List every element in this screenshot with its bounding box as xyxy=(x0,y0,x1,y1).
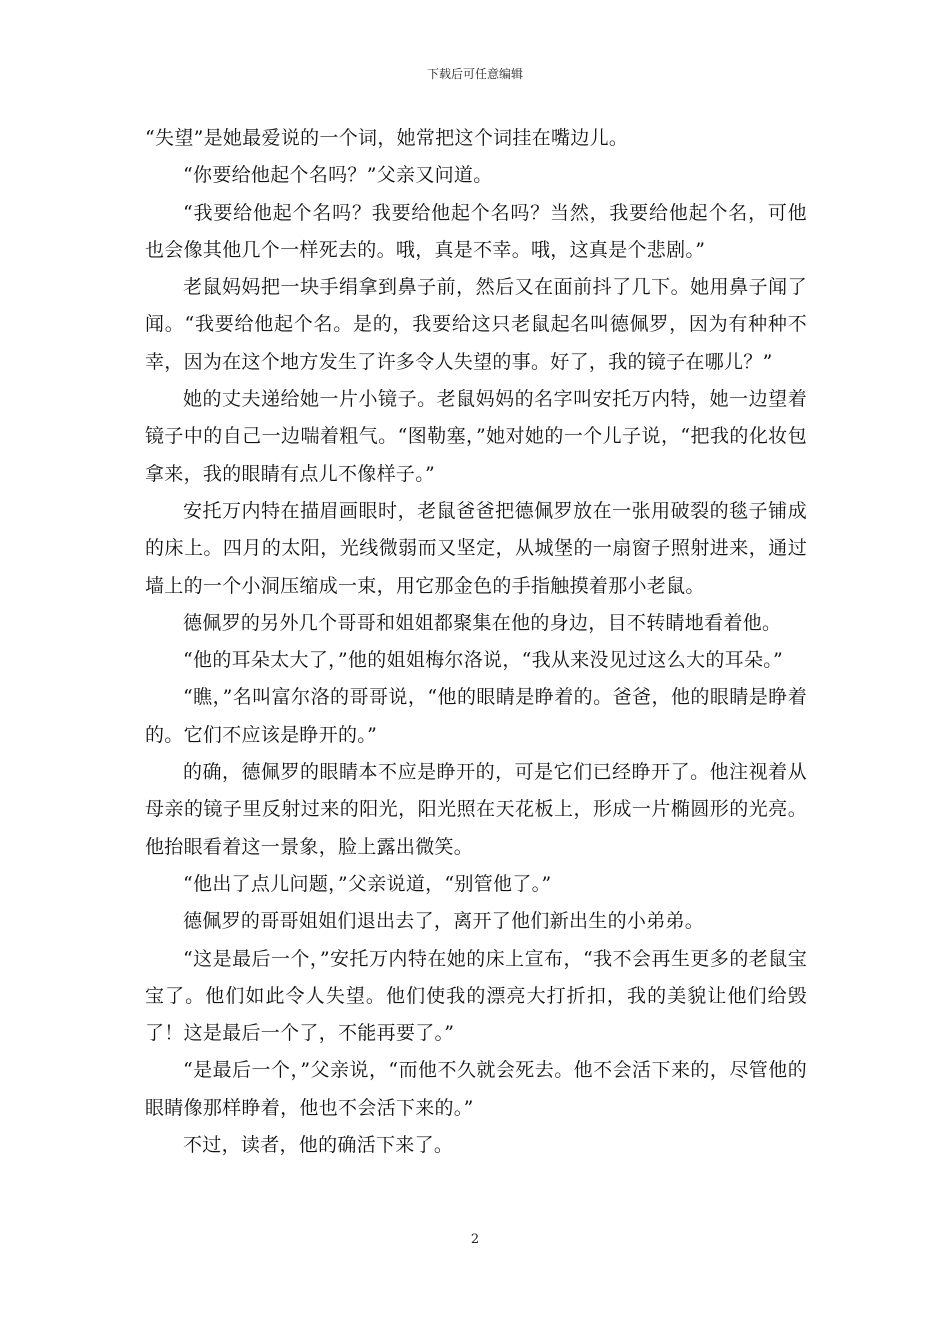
paragraph: “我要给他起个名吗？我要给他起个名吗？当然，我要给他起个名，可他也会像其他几个一样死去的。哦，真是不幸。哦，这真是个悲剧。” xyxy=(145,201,807,261)
paragraph: 德佩罗的哥哥姐姐们退出去了，离开了他们新出生的小弟弟。 xyxy=(183,910,705,933)
paragraph: “这是最后一个，”安托万内特在她的床上宣布，“我不会再生更多的老鼠宝宝了。他们如此令人失望。他们使我的漂亮大打折扣，我的美貌让他们给毁了！这是最后一个了，不能再要了。” xyxy=(145,947,807,1045)
paragraph: 老鼠妈妈把一块手绢拿到鼻子前，然后又在面前抖了几下。她用鼻子闻了闻。“我要给他起个名。是的，我要给这只老鼠起名叫德佩罗，因为有种种不幸，因为在这个地方发生了许多令人失望的事。好了，我的镜子在哪儿？” xyxy=(145,276,807,373)
paragraph: 德佩罗的另外几个哥哥和姐姐都聚集在他的身边，目不转睛地看着他。 xyxy=(183,611,782,634)
paragraph: “他的耳朵太大了，”他的姐姐梅尔洛说，“我从来没见过这么大的耳朵。” xyxy=(183,649,784,672)
page-header: 下载后可任意编辑 xyxy=(426,67,523,81)
paragraph: 不过，读者，他的确活下来了。 xyxy=(183,1134,454,1157)
body-text xyxy=(145,120,807,1164)
paragraph: “是最后一个，”父亲说，“而他不久就会死去。他不会活下来的，尽管他的眼睛像那样睁着，他也不会活下来的。” xyxy=(145,1059,807,1119)
page-number: 2 xyxy=(470,1232,480,1247)
paragraph: “他出了点儿问题，”父亲说道，“别管他了。” xyxy=(183,872,552,895)
paragraph: 她的丈夫递给她一片小镜子。老鼠妈妈的名字叫安托万内特，她一边望着镜子中的自己一边喘着粗气。“图勒塞，”她对她的一个儿子说，“把我的化妆包拿来，我的眼睛有点儿不像样子。” xyxy=(145,388,807,485)
paragraph: 安托万内特在描眉画眼时，老鼠爸爸把德佩罗放在一张用破裂的毯子铺成的床上。四月的太阳，光线微弱而又坚定，从城堡的一扇窗子照射进来，通过墙上的一个小洞压缩成一束，用它那金色的手指触摸着那小老鼠。 xyxy=(145,499,807,597)
paragraph: 的确，德佩罗的眼睛本不应是睁开的，可是它们已经睁开了。他注视着从母亲的镜子里反射过来的阳光，阳光照在天花板上，形成一片椭圆形的光亮。他抬眼看着这一景象，脸上露出微笑。 xyxy=(145,761,807,858)
paragraph: “瞧，”名叫富尔洛的哥哥说，“他的眼睛是睁着的。爸爸，他的眼睛是睁着的。它们不应该是睁开的。” xyxy=(145,686,807,746)
paragraph: “你要给他起个名吗？”父亲又问道。 xyxy=(183,164,493,187)
paragraph: “失望”是她最爱说的一个词，她常把这个词挂在嘴边儿。 xyxy=(145,127,629,149)
